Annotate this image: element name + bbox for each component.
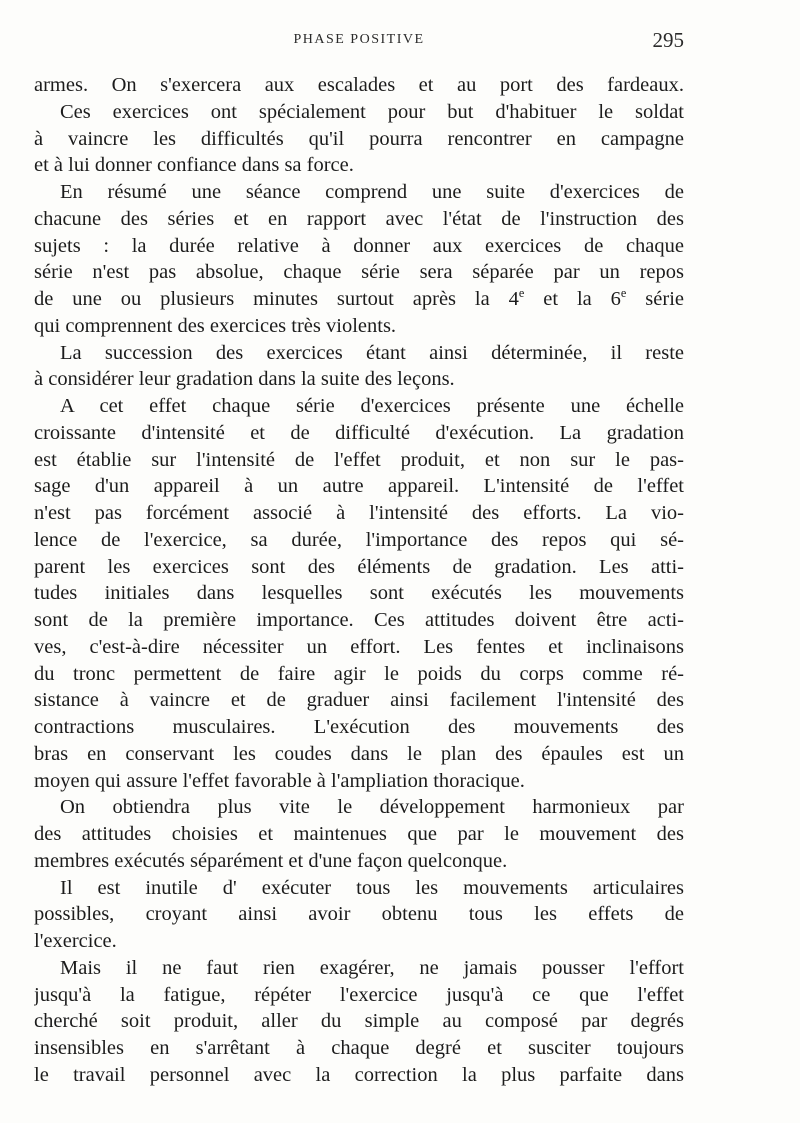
body-text bbox=[34, 72, 684, 1089]
text-line: sage d'un appareil à un autre appareil. L'intensité de l'effet bbox=[34, 475, 684, 498]
text-line: Ces exercices ont spécialement pour but d'habituer le soldat bbox=[60, 100, 684, 123]
text-line: à vaincre les difficultés qu'il pourra rencontrer en campagne bbox=[34, 127, 684, 150]
superscript: e bbox=[620, 286, 627, 301]
text-line: contractions musculaires. L'exécution des mouvements des bbox=[34, 716, 684, 738]
superscript: e bbox=[518, 286, 525, 301]
text-line: lence de l'exercice, sa durée, l'importance des repos qui sé- bbox=[34, 528, 684, 551]
text-line: et à lui donner confiance dans sa force. bbox=[34, 154, 354, 177]
text-line: A cet effet chaque série d'exercices présente une échelle bbox=[60, 395, 684, 417]
text-line: croissante d'intensité et de difficulté d'exécution. La gradation bbox=[34, 421, 684, 444]
page-header bbox=[34, 28, 684, 54]
text-line: l'exercice. bbox=[34, 930, 117, 952]
text-line: armes. On s'exercera aux escalades et au port des fardeaux. bbox=[34, 74, 684, 96]
text-line bbox=[34, 286, 684, 313]
page-number: 295 bbox=[652, 28, 684, 52]
text-line: qui comprennent des exercices très violents. bbox=[34, 314, 397, 337]
text-line: membres exécutés séparément et d'une façon quelconque. bbox=[34, 849, 508, 872]
text-line: tudes initiales dans lesquelles sont exécutés les mouvements bbox=[34, 582, 684, 605]
text-line: ves, c'est-à-dire nécessiter un effort. Les fentes et inclinaisons bbox=[34, 635, 684, 658]
text-line: série n'est pas absolue, chaque série sera séparée par un repos bbox=[34, 261, 684, 284]
text-line: bras en conservant les coudes dans le plan des épaules est un bbox=[34, 742, 684, 765]
text-line: cherché soit produit, aller du simple au composé par degrés bbox=[34, 1010, 684, 1033]
text-line: jusqu'à la fatigue, répéter l'exercice jusqu'à ce que l'effet bbox=[34, 983, 684, 1006]
text-line: sistance à vaincre et de graduer ainsi facilement l'intensité des bbox=[34, 689, 684, 712]
text-segment: de une ou plusieurs minutes surtout après la 4 bbox=[34, 288, 519, 310]
text-line: On obtiendra plus vite le développement harmonieux par bbox=[60, 796, 684, 819]
text-line: parent les exercices sont des éléments de gradation. Les atti- bbox=[34, 555, 684, 578]
text-line: sujets : la durée relative à donner aux exercices de chaque bbox=[34, 234, 684, 257]
text-line: des attitudes choisies et maintenues que par le mouvement des bbox=[34, 823, 684, 845]
running-head: PHASE POSITIVE bbox=[293, 32, 425, 47]
text-line: possibles, croyant ainsi avoir obtenu tous les effets de bbox=[34, 903, 684, 926]
text-line: La succession des exercices étant ainsi déterminée, il reste bbox=[60, 341, 684, 364]
text-line: sont de la première importance. Ces attitudes doivent être acti- bbox=[34, 609, 684, 631]
text-line: à considérer leur gradation dans la suite des leçons. bbox=[34, 368, 455, 391]
text-line: n'est pas forcément associé à l'intensité des efforts. La vio- bbox=[34, 502, 684, 524]
text-line: Mais il ne faut rien exagérer, ne jamais pousser l'effort bbox=[60, 956, 684, 979]
text-line: est établie sur l'intensité de l'effet produit, et non sur le pas- bbox=[34, 448, 684, 471]
text-line: du tronc permettent de faire agir le poids du corps comme ré- bbox=[34, 662, 684, 685]
text-line: Il est inutile d' exécuter tous les mouvements articulaires bbox=[60, 876, 684, 899]
text-line: insensibles en s'arrêtant à chaque degré et susciter toujours bbox=[34, 1037, 684, 1059]
text-segment: série bbox=[626, 288, 684, 310]
text-line: le travail personnel avec la correction la plus parfaite dans bbox=[34, 1063, 684, 1086]
text-segment: et la 6 bbox=[524, 288, 621, 310]
text-line: moyen qui assure l'effet favorable à l'ampliation thoracique. bbox=[34, 769, 525, 792]
text-line: chacune des séries et en rapport avec l'état de l'instruction des bbox=[34, 207, 684, 230]
text-line: En résumé une séance comprend une suite d'exercices de bbox=[60, 181, 684, 203]
